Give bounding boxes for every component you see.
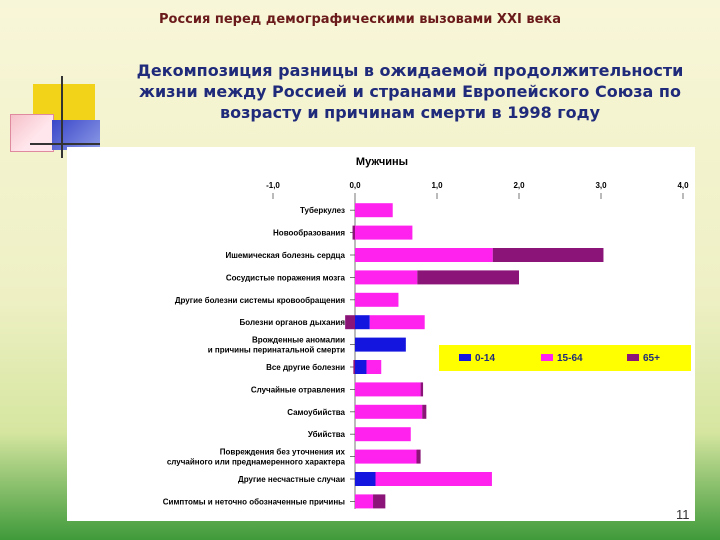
legend-swatch [627, 354, 639, 361]
category-label: Симптомы и неточно обозначенные причины [162, 497, 345, 507]
bar-segment-65+ [422, 405, 426, 419]
category-label: Все другие болезни [266, 363, 345, 372]
x-tick-label: 1,0 [431, 181, 443, 190]
slide-number: 11 [676, 507, 690, 522]
category-label: Другие несчастные случаи [238, 475, 345, 484]
bar-segment-15-64 [370, 315, 425, 329]
bar-segment-15-64 [355, 382, 421, 396]
x-tick-label: 4,0 [677, 181, 689, 190]
bar-segment-0-14 [355, 315, 370, 329]
bar-segment-15-64 [355, 226, 412, 240]
legend-label: 0-14 [475, 353, 496, 364]
bar-segment-15-64 [355, 494, 373, 508]
bar-segment-negative [345, 315, 355, 329]
category-label: Самоубийства [287, 407, 345, 417]
x-tick-labels [266, 181, 689, 190]
bar-segment-negative [353, 360, 355, 374]
decor-vertical-line [61, 76, 63, 158]
legend [439, 345, 691, 371]
bar-segment-15-64 [355, 293, 398, 307]
category-label: Повреждения без уточнения их [219, 447, 345, 457]
x-tick-label: 3,0 [595, 181, 607, 190]
x-tick-label: 2,0 [513, 181, 525, 190]
bar-segment-0-14 [355, 472, 376, 486]
category-label: Сосудистые поражения мозга [225, 273, 345, 283]
chart-title: Мужчины [355, 156, 409, 168]
bar-segment-15-64 [376, 472, 492, 486]
category-label: Другие болезни системы кровообращения [174, 295, 345, 305]
category-label: и причины перинатальной смерти [207, 345, 345, 355]
legend-label: 15-64 [557, 353, 583, 364]
bar-segment-65+ [421, 382, 423, 396]
bar-segment-15-64 [355, 427, 411, 441]
category-label: Туберкулез [299, 206, 345, 216]
bar-segment-0-14 [355, 360, 366, 374]
header-title: Россия перед демографическими вызовами XXI века [159, 12, 561, 27]
decor-horizontal-line [30, 143, 100, 145]
bar-segment-65+ [417, 450, 421, 464]
slide-title: Декомпозиция разницы в ожидаемой продолжительности жизни между Россией и странами Европейского Союза по возрасту и причинам смерти в 1998 году [136, 61, 684, 122]
category-label: Ишемическая болезнь сердца [225, 251, 345, 260]
x-tick-label: -1,0 [266, 181, 280, 190]
category-label: Врожденные аномалии [251, 335, 345, 345]
legend-swatch [541, 354, 553, 361]
category-label: Случайные отравления [250, 385, 345, 395]
legend-swatch [459, 354, 471, 361]
category-label: случайного или преднамеренного характера [166, 457, 345, 467]
bar-segment-15-64 [355, 270, 417, 284]
bar-segment-0-14 [355, 338, 406, 352]
bar-segment-15-64 [366, 360, 381, 374]
decor-blue-square [52, 120, 100, 150]
legend-label: 65+ [643, 353, 660, 364]
category-label: Убийства [307, 430, 345, 440]
x-tick-label: 0,0 [349, 181, 361, 190]
category-label: Новообразования [273, 228, 345, 238]
category-label: Болезни органов дыхания [239, 318, 345, 328]
bar-segment-15-64 [355, 203, 393, 217]
bar-segment-65+ [417, 270, 519, 284]
category-labels [163, 206, 346, 506]
bar-segment-15-64 [355, 405, 422, 419]
decor-pink-square [10, 114, 54, 152]
bar-segment-negative [353, 226, 355, 240]
bar-segment-15-64 [355, 450, 417, 464]
bar-segment-65+ [373, 494, 385, 508]
bar-segment-15-64 [355, 248, 493, 262]
bar-chart [67, 147, 695, 521]
bar-segment-65+ [493, 248, 604, 262]
chart-panel [67, 147, 695, 521]
